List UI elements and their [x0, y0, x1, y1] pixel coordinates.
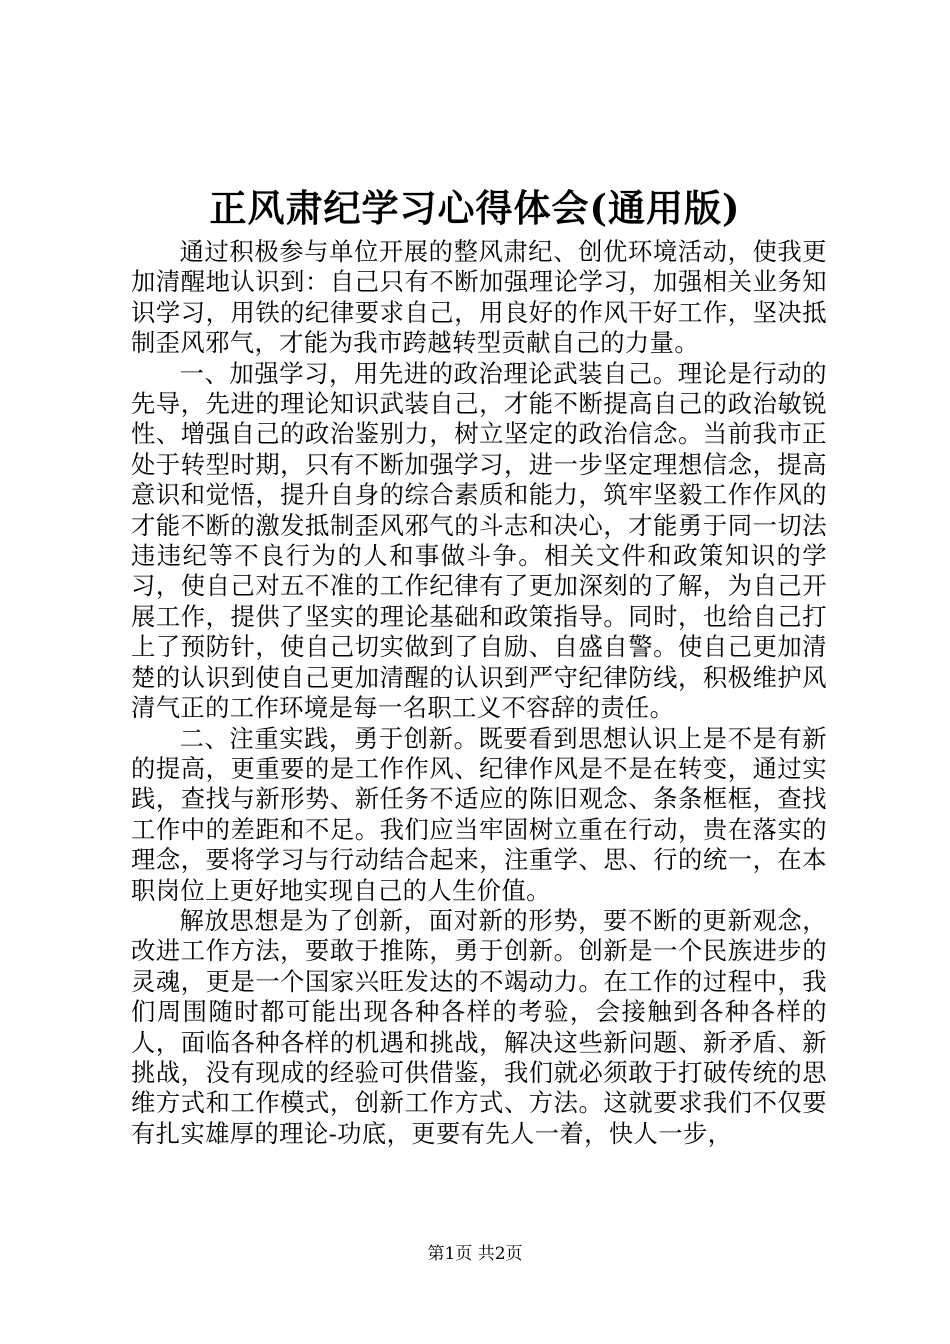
paragraph-innovation: 解放思想是为了创新，面对新的形势，要不断的更新观念，改进工作方法，要敢于推陈，勇于创新。创新是一个民族进步的灵魂，更是一个国家兴旺发达的不竭动力。在工作的过程中，我们周围随时都可能出现各种各样的考验，会接触到各种各样的人，面临各种各样的机遇和挑战，解决这些新问题、新矛盾、新挑战，没有现成的经验可供借鉴，我们就必须敢于打破传统的思维方式和工作模式，创新工作方式、方法。这就要求我们不仅要有扎实雄厚的理论-功底，更要有先人一着，快人一步，	[131, 905, 827, 1148]
paragraph-section-one: 一、加强学习，用先进的政治理论武装自己。理论是行动的先导，先进的理论知识武装自己，才能不断提高自己的政治敏锐性、增强自己的政治鉴别力，树立坚定的政治信念。当前我市正处于转型时期，只有不断加强学习，进一步坚定理想信念，提高意识和觉悟，提升自身的综合素质和能力，筑牢坚毅工作作风的才能不断的激发抵制歪风邪气的斗志和决心，才能勇于同一切法违违纪等不良行为的人和事做斗争。相关文件和政策知识的学习，使自己对五不准的工作纪律有了更加深刻的了解，为自己开展工作，提供了坚实的理论基础和政策指导。同时，也给自己打上了预防针，使自己切实做到了自励、自盛自警。使自己更加清楚的认识到使自己更加清醒的认识到严守纪律防线，积极维护风清气正的工作环境是每一名职工义不容辞的责任。	[131, 358, 827, 723]
paragraph-intro: 通过积极参与单位开展的整风肃纪、创优环境活动，使我更加清醒地认识到：自己只有不断加强理论学习，加强相关业务知识学习，用铁的纪律要求自己，用良好的作风干好工作，坚决抵制歪风邪气，才能为我市跨越转型贡献自己的力量。	[131, 237, 827, 358]
document-body	[131, 237, 827, 1149]
paragraph-section-two: 二、注重实践，勇于创新。既要看到思想认识上是不是有新的提高，更重要的是工作作风、纪律作风是不是在转变，通过实践，查找与新形势、新任务不适应的陈旧观念、条条框框，查找工作中的差距和不足。我们应当牢固树立重在行动，贵在落实的理念，要将学习与行动结合起来，注重学、思、行的统一，在本职岗位上更好地实现自己的人生价值。	[131, 723, 827, 905]
page-number-footer: 第1页 共2页	[427, 1244, 523, 1264]
document-title: 正风肃纪学习心得体会(通用版)	[209, 186, 741, 230]
